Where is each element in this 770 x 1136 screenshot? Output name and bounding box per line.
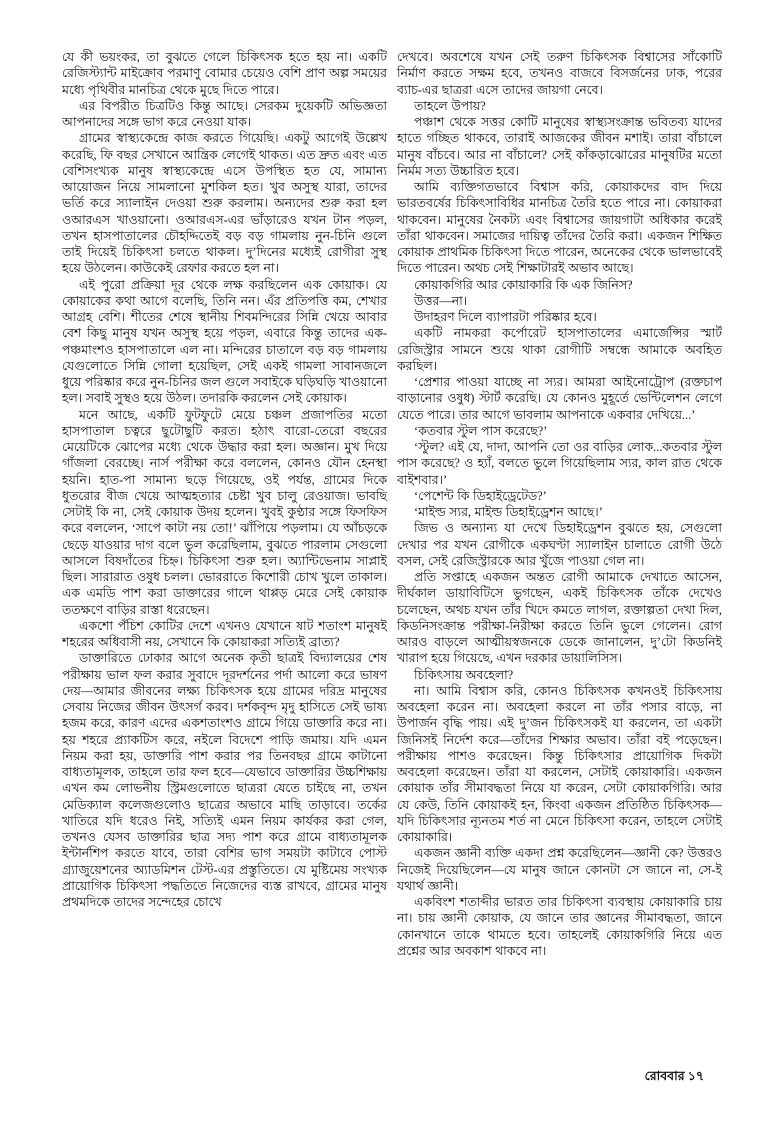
paragraph: ‘পেশেন্ট কি ডিহাইড্রেটেড?’ <box>414 488 547 503</box>
paragraph: আমি ব্যক্তিগতভাবে বিশ্বাস করি, কোয়াকদের বাদ দিয়ে ভারতবর্ষের চিকিৎসাবিধির মানচিত্র তৈরি হতে পারে না। কোয়াকরা থাকবেন। মানুষের নৈকট্য এবং বিশ্বাসের জায়গাটা অধিকার করেই তাঁরা থাকবেন। সমাজের দায়িত্ব তাঁদের তৈরি করা। একজন শিক্ষিত কোয়াক প্রাথমিক চিকিৎসা দিতে পারেন, অনেকের থেকে ভালভাবেই দিতে পারেন। অথচ সেই শিক্ষাটারই অভাব আছে। <box>397 180 722 276</box>
paragraph: এর বিপরীত চিত্রটিও কিন্তু আছে। সেরকম দুয়েকটি অভিজ্ঞতা আপনাদের সঙ্গে ভাগ করে নেওয়া যাক। <box>62 98 387 129</box>
paragraph: না। আমি বিশ্বাস করি, কোনও চিকিৎসক কখনওই চিকিৎসায় অবহেলা করেন না। অবহেলা করলে না তাঁর পসার বাড়ে, না উপার্জন বৃদ্ধি পায়। এই দু’জন চিকিৎসকই যা করলেন, তা একটা জিনিসই নির্দেশ করে—তাঁদের শিক্ষার অভাব। তাঁরা বই পড়েছেন। পরীক্ষায় পাশও করেছেন। কিন্তু চিকিৎসার প্রায়োগিক দিকটা অবহেলা করেছেন। তাঁরা যা করলেন, সেটাই কোয়াকারি। একজন কোয়াক তাঁর সীমাবদ্ধতা নিয়ে যা করেন, সেটা কোয়াকগিরি। আর যে কেউ, তিনি কোয়াকই হন, কিংবা একজন প্রতিষ্ঠিত চিকিৎসক—যদি চিকিৎসার ন্যূনতম শর্ত না মেনে চিকিৎসা করেন, তাহলে সেটাই কোয়াকারি। <box>397 683 722 844</box>
paragraph: উত্তর—না। <box>414 293 468 308</box>
paragraph: জিভ ও অন্যান্য যা দেখে ডিহাইড্রেশন বুঝতে হয়, সেগুলো দেখার পর যখন রোগীকে একঘণ্টা স্যালাইন চালাতে রোগী উঠে বসল, সেই রেজিস্ট্রারকে আর খুঁজে পাওয়া গেল না। <box>397 521 722 568</box>
paragraph: ডাক্তারিতে ঢোকার আগে অনেক কৃতী ছাত্রই বিদ্যালয়ের শেষ পরীক্ষায় ভাল ফল করার সুবাদে দূরদর্শনের পর্দা আলো করে ভাষণ দেয়—আমার জীবনের লক্ষ্য চিকিৎসক হয়ে গ্রামের দরিদ্র মানুষের সেবায় নিজের জীবন উৎসর্গ করব। দর্শকবৃন্দ মৃদু হাসিতে সেই ভাষ্য হজম করে, কারণ এদের একশতাংশও গ্রামে গিয়ে ডাক্তারি করে না। হয় শহরে প্র্যাকটিস করে, নইলে বিদেশে পাড়ি জমায়। যদি এমন নিয়ম করা হয়, ডাক্তারি পাশ করার পর তিনবছর গ্রামে কাটানো বাধ্যতামূলক, তাহলে তার ফল হবে—যেভাবে ডাক্তারির উচ্চশিক্ষায় এখন কম লোভনীয় স্ট্রিমগুলোতে ছাত্ররা যেতে চাইছে না, তখন মেডিক্যাল কলেজগুলোও ছাত্রের অভাবে মাছি তাড়াবে। তর্কের খাতিরে যদি ধরেও নিই, সত্যিই এমন নিয়ম কার্যকর করা গেল, তখনও যেসব ডাক্তারির ছাত্র সদ্য পাশ করে গ্রামে বাধ্যতামূলক ইন্টার্নশিপ করতে যাবে, তারা বেশির ভাগ সময়টা কাটাবে পোস্ট গ্র্যাজুয়েশনের অ্যাডমিশন টেস্ট-এর প্রস্তুতিতে। যে মুষ্টিমেয় সংখ্যক প্রায়োগিক চিকিৎসা পদ্ধতিতে নিজেদের ব্যস্ত রাখবে, গ্রামের মানুষ প্রথমদিকে তাদের সন্দেহের চোখে <box>62 651 387 909</box>
paragraph: ‘কতবার স্টুল পাস করেছে?’ <box>414 423 548 438</box>
right-column <box>397 49 722 959</box>
paragraph: এই পুরো প্রক্রিয়া দূর থেকে লক্ষ করছিলেন এক কোয়াক। যে কোয়াকের কথা আগে বলেছি, তিনি নন। এঁর প্রতিপত্তি কম, শেখার আগ্রহ বেশি। শীতের শেষে স্থানীয় শিবমন্দিরের সিন্নি খেয়ে আবার বেশ কিছু মানুষ যখন অসুস্থ হয়ে পড়ল, এবারে কিন্তু তাদের এক-পঞ্চমাংশও হাসপাতালে এল না। মন্দিরের চাতালে বড় বড় গামলায় যেগুলোতে সিন্নি গোলা হয়েছিল, সেই একই গামলা সাবানজলে ধুয়ে পরিষ্কার করে নুন-চিনির জল গুলে সবাইকে ঘড়িঘড়ি খাওয়ানো হল। সবাই সুস্থও হয়ে উঠল। তদারকি করলেন সেই কোয়াক। <box>62 277 387 406</box>
paragraph: গ্রামের স্বাস্থ্যকেন্দ্রে কাজ করতে গিয়েছি। একটু আগেই উল্লেখ করেছি, ফি বছর সেখানে আন্ত্রিক লেগেই থাকত। এত দ্রুত এবং এত বেশিসংখ্যক মানুষ স্বাস্থ্যকেন্দ্রে এসে উপস্থিত হত যে, সামান্য আয়োজন নিয়ে সামলানো মুশকিল হত। খুব অসুস্থ যারা, তাদের ভর্তি করে স্যালাইন দেওয়া শুরু করলাম। অন্যদের শুরু করা হল ওআরএস খাওয়ানো। ওআরএস-এর ভাঁড়ারেও যখন টান পড়ল, তখন হাসপাতালের চৌহদ্দিতেই বড় বড় গামলায় নুন-চিনি গুলে তাই দিয়েই চিকিৎসা চলতে থাকল। দু’দিনের মধ্যেই রোগীরা সুস্থ হয়ে উঠলেন। কাউকেই রেফার করতে হল না। <box>62 131 387 276</box>
paragraph: যে কী ভয়ংকর, তা বুঝতে গেলে চিকিৎসক হতে হয় না। একটি রেজিস্ট্যান্ট মাইক্রোব পরমাণু বোমার চেয়েও বেশি প্রাণ অল্প সময়ের মধ্যে পৃথিবীর মানচিত্র থেকে মুছে দিতে পারে। <box>62 50 387 97</box>
left-column <box>62 49 387 959</box>
paragraph: তাহলে উপায়? <box>414 98 486 113</box>
paragraph: দেখবে। অবশেষে যখন সেই তরুণ চিকিৎসক বিশ্বাসের সাঁকোটি নির্মাণ করতে সক্ষম হবে, তখনও বাজবে বিসর্জনের ঢাক, পরের ব্যাচ-এর ছাত্ররা এসে তাদের জায়গা নেবে। <box>397 50 722 97</box>
paragraph: ‘প্রেশার পাওয়া যাচ্ছে না স্যর। আমরা আইনোট্রোপ (রক্তচাপ বাড়ানোর ওষুধ) স্টার্ট করেছি। যে কোনও মুহূর্তে ভেন্টিলেশন লেগে যেতে পারে। তার আগে ভাবলাম আপনাকে একবার দেখিয়ে...’ <box>397 375 722 422</box>
paragraph: পঞ্চাশ থেকে সত্তর কোটি মানুষের স্বাস্থ্যসংক্রান্ত ভবিতব্য যাদের হাতে গচ্ছিত থাকবে, তারাই আজকের জীবন মশাই। তারা বাঁচালে মানুষ বাঁচবে। আর না বাঁচালে? সেই কাঁকড়াঝোরের মানুষটির মতো নির্মম সত্য উচ্চারিত হবে। <box>397 115 722 178</box>
paragraph: প্রতি সপ্তাহে একজন অন্তত রোগী আমাকে দেখাতে আসেন, দীর্ঘকাল ডায়াবিটিসে ভুগছেন, একই চিকিৎসক তাঁকে দেখেও চলেছেন, অথচ যখন তাঁর খিদে কমতে লাগল, রক্তাল্পতা দেখা দিল, কিডনিসংক্রান্ত পরীক্ষা-নিরীক্ষা করতে তিনি ভুলে গেলেন। রোগ আরও বাড়লে আত্মীয়স্বজনকে ডেকে জানালেন, দু’টো কিডনিই খারাপ হয়ে গিয়েছে, এখন দরকার ডায়ালিসিস। <box>397 570 722 666</box>
paragraph: মনে আছে, একটি ফুটফুটে মেয়ে চঞ্চল প্রজাপতির মতো হাসপাতাল চত্বরে ছুটোছুটি করত। হঠাৎ বারো-তেরো বছরের মেয়েটিকে ঝোপের মধ্যে থেকে উদ্ধার করা হল। অজ্ঞান। মুখ দিয়ে গাঁজলা বেরচ্ছে। নার্স পরীক্ষা করে বললেন, কোনও যৌন হেনস্থা হয়নি। হাত-পা সামান্য ছড়ে গিয়েছে, ওই পর্যন্ত, গ্রামের দিকে ধুতরোর বীজ খেয়ে আত্মহত্যার চেষ্টা খুব চালু রেওয়াজ। ভাবছি সেটাই কি না, সেই কোয়াক উদয় হলেন। খুবই কুণ্ঠার সঙ্গে ফিসফিস করে বললেন, ‘সাপে কাটা নয় তো!’ ঝাঁপিয়ে পড়লাম। যে আঁচড়কে ছেড়ে যাওয়ার দাগ বলে ভুল করেছিলাম, বুঝতে পারলাম সেগুলো আসলে বিষদাঁতের চিহ্ন। চিকিৎসা শুরু হল। অ্যান্টিভেনাম সাপ্লাই ছিল। সারারাত ওষুধ চলল। ভোররাতে কিশোরী চোখ খুলে তাকাল। এক এমডি পাশ করা ডাক্তারের গালে থাপ্পড় মেরে সেই কোয়াক ততক্ষণে বাড়ির রাস্তা ধরেছেন। <box>62 407 387 617</box>
paragraph: একটি নামকরা কর্পোরেট হাসপাতালের এমার্জেন্সির স্মার্ট রেজিস্ট্রার সামনে শুয়ে থাকা রোগীটি সম্বন্ধে আমাকে অবহিত করছিল। <box>397 326 722 373</box>
paragraph: ‘স্টুল? এই যে, দাদা, আপনি তো ওর বাড়ির লোক...কতবার স্টুল পাস করেছে? ও হ্যাঁ, বলতে ভুলে গিয়েছিলাম স্যর, কাল রাত থেকে বাইশবার।’ <box>397 440 722 487</box>
paragraph: উদাহরণ দিলে ব্যাপারটা পরিষ্কার হবে। <box>414 310 597 324</box>
paragraph: চিকিৎসায় অবহেলা? <box>414 667 514 682</box>
paragraph: একবিংশ শতাব্দীর ভারত তার চিকিৎসা ব্যবস্থায় কোয়াকারি চায় না। চায় জ্ঞানী কোয়াক, যে জানে তার জ্ঞানের সীমাবদ্ধতা, জানে কোনখানে তাকে থামতে হবে। তাহলেই কোয়াকগিরি নিয়ে এত প্রশ্নের আর অবকাশ থাকবে না। <box>397 895 722 958</box>
paragraph: একশো পঁচিশ কোটির দেশে এখনও যেখানে ষাট শতাংশ মানুষই শহরের অধিবাসী নয়, সেখানে কি কোয়াকরা সত্যিই ব্রাত্য? <box>62 618 387 649</box>
page-footer: রোববার ১৭ <box>644 1069 704 1083</box>
article-body <box>62 49 722 959</box>
paragraph: ‘মাইল্ড স্যর, মাইল্ড ডিহাইড্রেশন আছে।’ <box>414 505 603 519</box>
paragraph: একজন জ্ঞানী ব্যক্তি একদা প্রশ্ন করেছিলেন—জ্ঞানী কে? উত্তরও নিজেই দিয়েছিলেন—যে মানুষ জানে কোনটা সে জানে না, সে-ই যথার্থ জ্ঞানী। <box>397 846 722 893</box>
paragraph: কোয়াকগিরি আর কোয়াকারি কি এক জিনিস? <box>414 277 633 292</box>
